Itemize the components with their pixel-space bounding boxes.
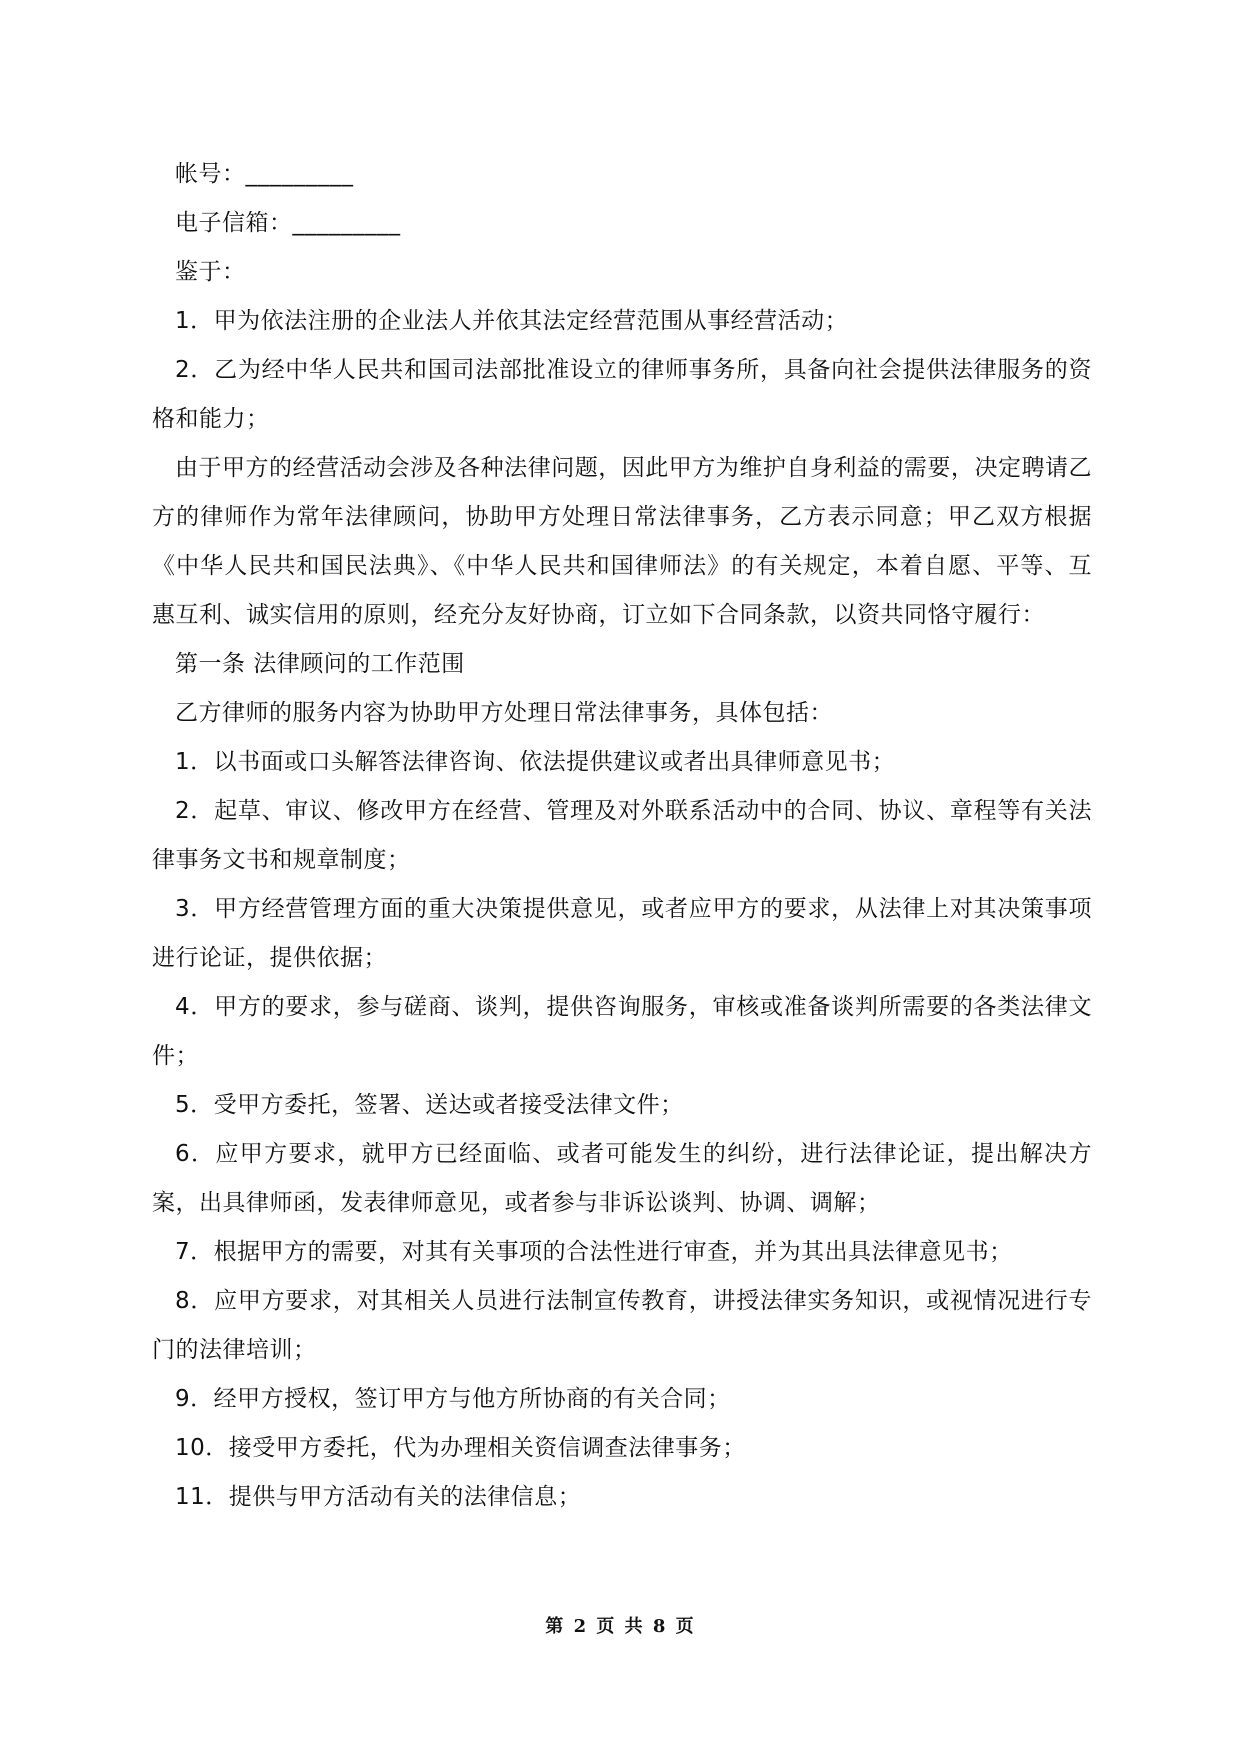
scope-item-7: 7．根据甲方的需要，对其有关事项的合法性进行审查，并为其出具法律意见书； <box>175 1239 1013 1265</box>
scope-item-9: 9．经甲方授权，签订甲方与他方所协商的有关合同； <box>175 1386 731 1412</box>
scope-item-3: 3．甲方经营管理方面的重大决策提供意见，或者应甲方的要求，从法律上对其决策事项进行论证，提供依据； <box>152 896 1092 971</box>
whereas-item-2: 2．乙为经中华人民共和国司法部批准设立的律师事务所，具备向社会提供法律服务的资格和能力； <box>152 357 1092 432</box>
document-body <box>152 150 1092 1522</box>
scope-item-5: 5．受甲方委托，签署、送达或者接受法律文件； <box>175 1092 684 1118</box>
page-footer: 第 2 页 共 8 页 <box>545 1616 696 1637</box>
scope-item-6: 6．应甲方要求，就甲方已经面临、或者可能发生的纠纷，进行法律论证，提出解决方案，出具律师函，发表律师意见，或者参与非诉讼谈判、协调、调解； <box>152 1141 1092 1216</box>
email-line: 电子信箱：_________ <box>175 210 401 236</box>
scope-item-4: 4．甲方的要求，参与磋商、谈判，提供咨询服务，审核或准备谈判所需要的各类法律文件； <box>152 994 1092 1069</box>
whereas-item-1: 1．甲为依法注册的企业法人并依其法定经营范围从事经营活动； <box>175 308 849 334</box>
scope-item-1: 1．以书面或口头解答法律咨询、依法提供建议或者出具律师意见书； <box>175 749 896 775</box>
scope-item-10: 10．接受甲方委托，代为办理相关资信调查法律事务； <box>175 1435 746 1461</box>
whereas-heading: 鉴于： <box>175 259 246 285</box>
scope-item-2: 2．起草、审议、修改甲方在经营、管理及对外联系活动中的合同、协议、章程等有关法律事务文书和规章制度； <box>152 798 1092 873</box>
scope-item-8: 8．应甲方要求，对其相关人员进行法制宣传教育，讲授法律实务知识，或视情况进行专门的法律培训； <box>152 1288 1092 1363</box>
scope-item-11: 11．提供与甲方活动有关的法律信息； <box>175 1484 582 1510</box>
article-1-intro: 乙方律师的服务内容为协助甲方处理日常法律事务，具体包括： <box>175 700 833 726</box>
preamble-paragraph: 由于甲方的经营活动会涉及各种法律问题，因此甲方为维护自身利益的需要，决定聘请乙方的律师作为常年法律顾问，协助甲方处理日常法律事务，乙方表示同意；甲乙双方根据《中华人民共和国民法典》、《中华人民共和国律师法》的有关规定，本着自愿、平等、互惠互利、诚实信用的原则，经充分友好协商，订立如下合同条款，以资共同恪守履行： <box>152 455 1092 628</box>
article-1-heading: 第一条 法律顾问的工作范围 <box>175 651 465 677</box>
account-line: 帐号：_________ <box>175 161 354 187</box>
